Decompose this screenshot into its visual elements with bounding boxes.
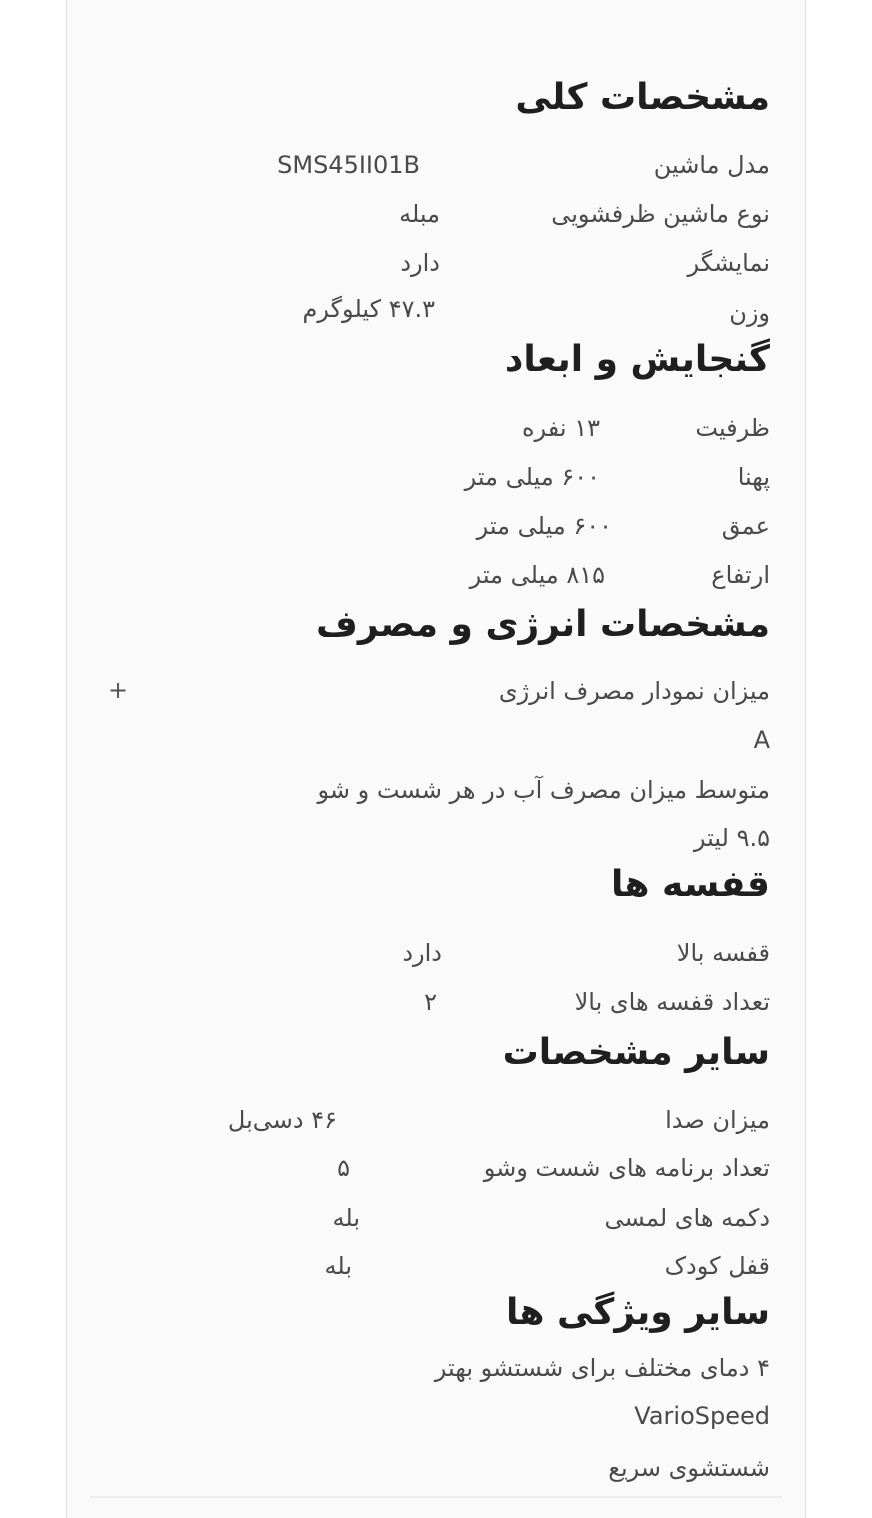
spec-label: ارتفاع	[711, 561, 770, 589]
spec-value: بله	[332, 1204, 360, 1232]
expand-plus-icon[interactable]: +	[108, 676, 129, 704]
spec-label: مدل ماشین	[653, 151, 770, 179]
spec-label: تعداد برنامه های شست وشو	[483, 1154, 770, 1182]
spec-label: میزان نمودار مصرف انرژی	[498, 677, 770, 705]
spec-value: A	[753, 726, 770, 754]
spec-label: میزان صدا	[665, 1106, 770, 1134]
section-title-other-specs: سایر مشخصات	[502, 1032, 770, 1073]
spec-value: دارد	[402, 939, 442, 967]
feature-item: شستشوی سریع	[608, 1454, 770, 1482]
feature-item: VarioSpeed	[634, 1402, 770, 1430]
section-title-other-features: سایر ویژگی ها	[505, 1292, 770, 1333]
spec-label: متوسط میزان مصرف آب در هر شست و شو	[317, 776, 770, 804]
spec-label: نمایشگر	[687, 249, 770, 277]
spec-label: نوع ماشین ظرفشویی	[551, 200, 770, 228]
spec-label: قفسه بالا	[676, 939, 770, 967]
feature-item: ۴ دمای مختلف برای شستشو بهتر	[434, 1354, 770, 1382]
spec-value: ۱۳ نفره	[521, 414, 600, 442]
spec-label: تعداد قفسه های بالا	[574, 988, 770, 1016]
spec-label: عمق	[721, 512, 770, 540]
spec-value: ۶۰۰ میلی متر	[464, 463, 600, 491]
spec-value: ۶۰۰ میلی متر	[476, 512, 612, 540]
spec-value: ۹.۵ لیتر	[693, 824, 770, 852]
section-title-energy: مشخصات انرژی و مصرف	[316, 604, 770, 645]
spec-label: وزن	[729, 299, 770, 327]
spec-value: SMS45II01B	[277, 151, 420, 179]
spec-value: ۵	[337, 1154, 350, 1182]
section-title-dimensions: گنجایش و ابعاد	[504, 339, 770, 380]
spec-label: پهنا	[737, 463, 770, 491]
spec-value: ۸۱۵ میلی متر	[469, 561, 605, 589]
spec-value: دارد	[400, 249, 440, 277]
spec-value: بله	[324, 1252, 352, 1280]
spec-label: قفل کودک	[664, 1252, 770, 1280]
spec-value: ۲	[424, 988, 437, 1016]
section-title-racks: قفسه ها	[611, 864, 770, 905]
spec-value: مبله	[399, 200, 440, 228]
divider	[90, 1496, 782, 1498]
spec-label: دکمه های لمسی	[604, 1204, 770, 1232]
spec-label: ظرفیت	[695, 414, 770, 442]
spec-value: ۴۶ دسی‌بل	[227, 1106, 337, 1134]
spec-value: ۴۷.۳ کیلوگرم	[302, 295, 435, 323]
section-title-general: مشخصات کلی	[515, 77, 770, 118]
